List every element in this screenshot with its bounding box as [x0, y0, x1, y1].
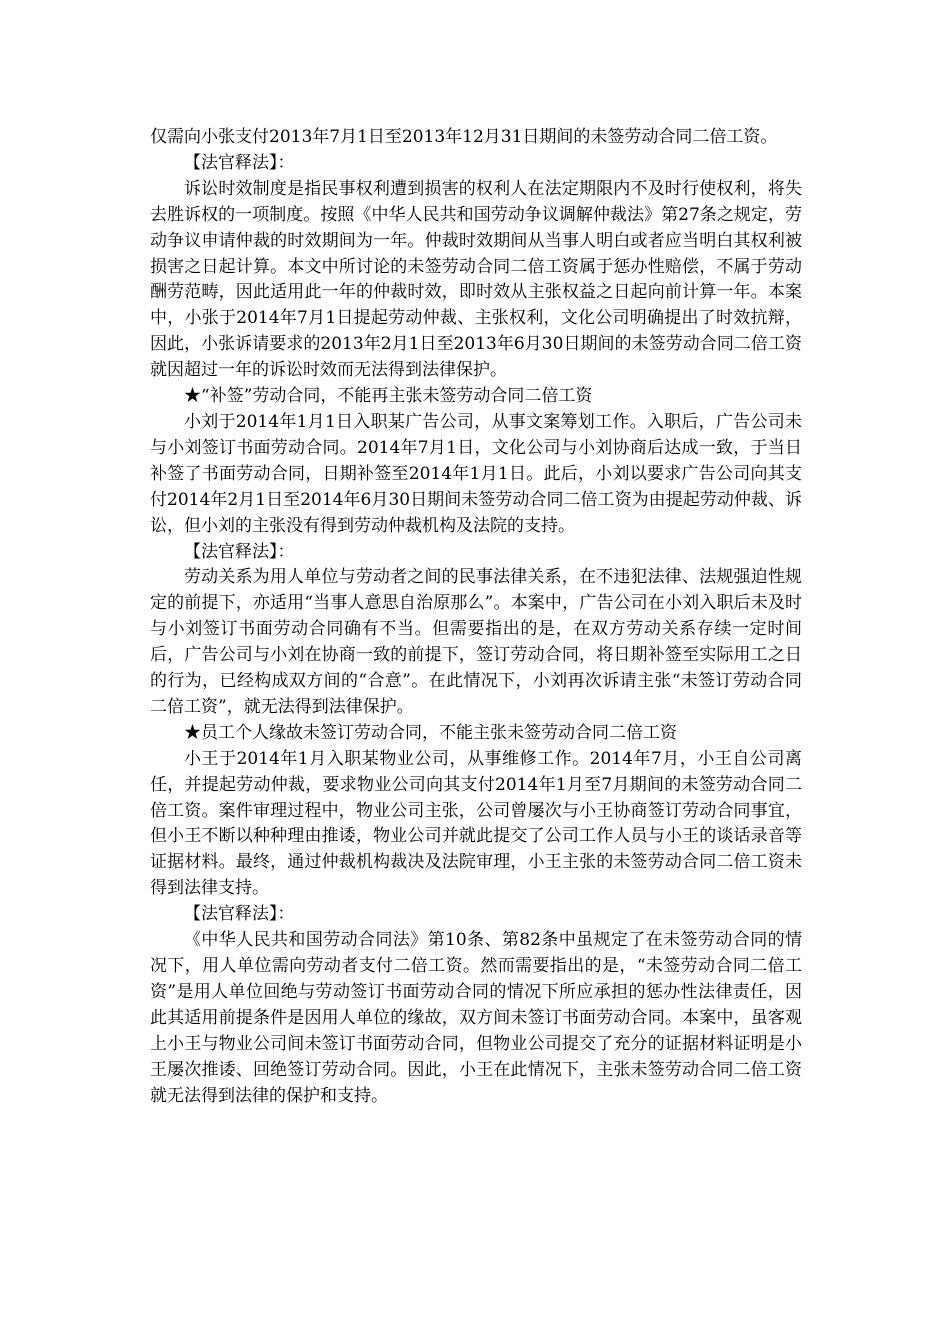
judge-explanation-heading: 【法官释法】：	[184, 904, 295, 925]
document-page	[150, 125, 802, 1109]
judge-explanation-heading: 【法官释法】：	[184, 152, 295, 173]
paragraph-case-xiaowang: 小王于2014年1月入职某物业公司，从事维修工作。2014年7月，小王自公司离任，并提起劳动仲裁，要求物业公司向其支付2014年1月至7月期间的未签劳动合同二倍工资。案件审理过程中，物业公司主张，公司曾屡次与小王协商签订劳动合同事宜，但小王不断以种种理由推诿，物业公司并就此提交了公司工作人员与小王的谈话录音等证据材料。最终，通过仲裁机构裁决及法院审理，小王主张的未签劳动合同二倍工资未得到法律支持。	[150, 748, 802, 899]
paragraph-statute-of-limitations: 诉讼时效制度是指民事权利遭到损害的权利人在法定期限内不及时行使权利，将失去胜诉权的一项制度。按照《中华人民共和国劳动争议调解仲裁法》第27条之规定，劳动争议申请仲裁的时效期间为一年。仲裁时效期间从当事人明白或者应当明白其权利被损害之日起计算。本文中所讨论的未签劳动合同二倍工资属于惩办性赔偿，不属于劳动酬劳范畴，因此适用此一年的仲裁时效，即时效从主张权益之日起向前计算一年。本案中，小张于2014年7月1日提起劳动仲裁、主张权利，文化公司明确提出了时效抗辩，因此，小张诉请要求的2013年2月1日至2013年6月30日期间的未签劳动合同二倍工资就因超过一年的诉讼时效而无法得到法律保护。	[150, 178, 802, 381]
judge-explanation-heading: 【法官释法】：	[184, 541, 295, 562]
paragraph-labor-contract-law: 《中华人民共和国劳动合同法》第10条、第82条中虽规定了在未签劳动合同的情况下，用人单位需向劳动者支付二倍工资。然而需要指出的是，“未签劳动合同二倍工资”是用人单位回绝与劳动签订书面劳动合同的情况下所应承担的惩办性法律责任，因此其适用前提条件是因用人单位的缘故，双方间未签订书面劳动合同。本案中，虽客观上小王与物业公司间未签订书面劳动合同，但物业公司提交了充分的证据材料证明是小王屡次推诿、回绝签订劳动合同。因此，小王在此情况下，主张未签劳动合同二倍工资就无法得到法律的保护和支持。	[150, 930, 802, 1106]
paragraph-mutual-agreement: 劳动关系为用人单位与劳动者之间的民事法律关系，在不违犯法律、法规强迫性规定的前提下，亦适用“当事人意思自治原那么”。本案中，广告公司在小刘入职后未及时与小刘签订书面劳动合同确有不当。但需要指出的是，在双方劳动关系存续一定时间后，广告公司与小刘在协商一致的前提下，签订劳动合同，将日期补签至实际用工之日的行为，已经构成双方间的“合意”。在此情况下，小刘再次诉请主张“未签订劳动合同二倍工资”，就无法得到法律保护。	[150, 567, 802, 717]
case-heading-backdated-contract: ★“补签”劳动合同，不能再主张未签劳动合同二倍工资	[184, 386, 593, 407]
case-heading-employee-reason: ★员工个人缘故未签订劳动合同，不能主张未签劳动合同二倍工资	[184, 722, 677, 743]
paragraph-continuation: 仅需向小张支付2013年7月1日至2013年12月31日期间的未签劳动合同二倍工资。	[150, 127, 778, 147]
paragraph-case-xiaoliu: 小刘于2014年1月1日入职某广告公司，从事文案筹划工作。入职后，广告公司未与小刘签订书面劳动合同。2014年7月1日，文化公司与小刘协商后达成一致，于当日补签了书面劳动合同，日期补签至2014年1月1日。此后，小刘以要求广告公司向其支付2014年2月1日至2014年6月30日期间未签劳动合同二倍工资为由提起劳动仲裁、诉讼，但小刘的主张没有得到劳动仲裁机构及法院的支持。	[150, 411, 802, 536]
